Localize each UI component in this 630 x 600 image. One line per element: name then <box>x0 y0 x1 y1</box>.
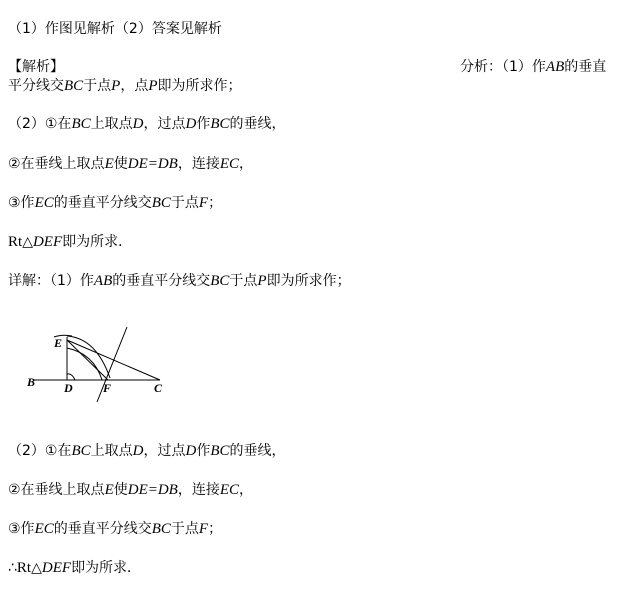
math-run: E <box>104 482 114 498</box>
text-run: ， <box>239 482 254 498</box>
text-line <box>8 520 222 538</box>
math-run: DE=DB <box>127 482 178 498</box>
text-line <box>8 20 222 38</box>
math-run: P <box>257 273 267 289</box>
text-run: 分析：（1）作 <box>460 59 546 75</box>
text-run: ③作 <box>8 195 35 211</box>
math-run: DEF <box>41 560 72 576</box>
math-run: EC <box>34 195 54 211</box>
math-run: BC <box>71 443 91 459</box>
label-f: F <box>103 381 112 395</box>
text-run: △ <box>31 560 42 576</box>
text-run: 于点 <box>170 195 199 211</box>
text-run: 的垂直平分线交 <box>112 273 211 289</box>
text-run: 使 <box>113 482 128 498</box>
math-run: P <box>111 78 121 94</box>
math-run: Rt <box>8 234 23 250</box>
text-line <box>8 194 222 212</box>
text-run: 于点 <box>83 78 112 94</box>
math-run: BC <box>151 521 171 537</box>
text-run: 作 <box>196 443 211 459</box>
text-run: 即为所求． <box>71 560 142 576</box>
text-run: △ <box>22 234 33 250</box>
math-run: D <box>132 443 144 459</box>
text-run: ； <box>208 521 223 537</box>
math-run: BC <box>210 273 230 289</box>
label-e: E <box>54 336 63 350</box>
math-run: EC <box>219 482 240 498</box>
text-run: ，过点 <box>143 443 186 459</box>
math-run: E <box>104 156 114 172</box>
text-run: 上取点 <box>90 443 133 459</box>
text-run: 即为所求作； <box>157 78 242 94</box>
text-line <box>8 155 253 173</box>
text-line <box>8 481 253 499</box>
text-run: 的垂直 <box>564 59 607 75</box>
math-run: BC <box>210 443 230 459</box>
text-run: 详解：（1）作 <box>8 273 94 289</box>
math-run: EC <box>219 156 240 172</box>
text-run: ，连接 <box>177 156 220 172</box>
text-run: 上取点 <box>90 116 133 132</box>
text-run: ， <box>239 156 254 172</box>
text-run: ，过点 <box>143 116 186 132</box>
text-run: 作 <box>196 116 211 132</box>
text-run: ； <box>208 195 223 211</box>
math-run: D <box>185 443 197 459</box>
text-run: 的垂直平分线交 <box>53 521 152 537</box>
text-line <box>460 58 606 76</box>
text-run: 的垂直平分线交 <box>53 195 152 211</box>
math-run: DE=DB <box>127 156 178 172</box>
math-run: D <box>185 116 197 132</box>
text-run: 即为所求． <box>62 234 133 250</box>
math-run: AB <box>545 59 565 75</box>
text-run: ②在垂线上取点 <box>8 482 105 498</box>
math-run: EC <box>34 521 54 537</box>
text-line <box>8 115 286 133</box>
text-line <box>8 233 132 251</box>
math-run: F <box>198 521 209 537</box>
text-run: （2）①在 <box>8 116 72 132</box>
math-run: Rt <box>16 560 32 576</box>
label-d: D <box>64 381 73 395</box>
label-b: B <box>27 375 36 389</box>
text-run: 的垂线， <box>229 116 286 132</box>
text-line <box>8 272 351 290</box>
text-run: 即为所求作； <box>266 273 351 289</box>
text-line <box>8 442 286 460</box>
text-run: 于点 <box>170 521 199 537</box>
text-run: ，连接 <box>177 482 220 498</box>
text-run: 的垂线， <box>229 443 286 459</box>
math-run: BC <box>151 195 171 211</box>
text-run: ②在垂线上取点 <box>8 156 105 172</box>
text-run: 【解析】 <box>8 59 64 75</box>
math-run: BC <box>71 116 91 132</box>
text-run: ，点 <box>120 78 149 94</box>
math-run: F <box>198 195 209 211</box>
construction-figure <box>24 320 174 410</box>
text-run: 于点 <box>229 273 258 289</box>
text-run: （2）①在 <box>8 443 72 459</box>
math-run: P <box>148 78 158 94</box>
label-c: C <box>154 381 163 395</box>
math-run: DEF <box>32 234 63 250</box>
text-run: ③作 <box>8 521 35 537</box>
math-run: BC <box>210 116 230 132</box>
text-line <box>8 58 64 76</box>
math-run: D <box>132 116 144 132</box>
right-angle-arc <box>67 374 75 380</box>
text-run: 平分线交 <box>8 78 64 94</box>
text-line <box>8 559 141 577</box>
math-run: AB <box>93 273 113 289</box>
text-run: 使 <box>113 156 128 172</box>
math-run: BC <box>64 78 84 94</box>
text-run: ∴ <box>8 560 17 576</box>
text-line <box>8 77 242 95</box>
text-run: （1）作图见解析（2）答案见解析 <box>8 21 222 37</box>
perpendicular-bisector-ec <box>97 327 127 402</box>
